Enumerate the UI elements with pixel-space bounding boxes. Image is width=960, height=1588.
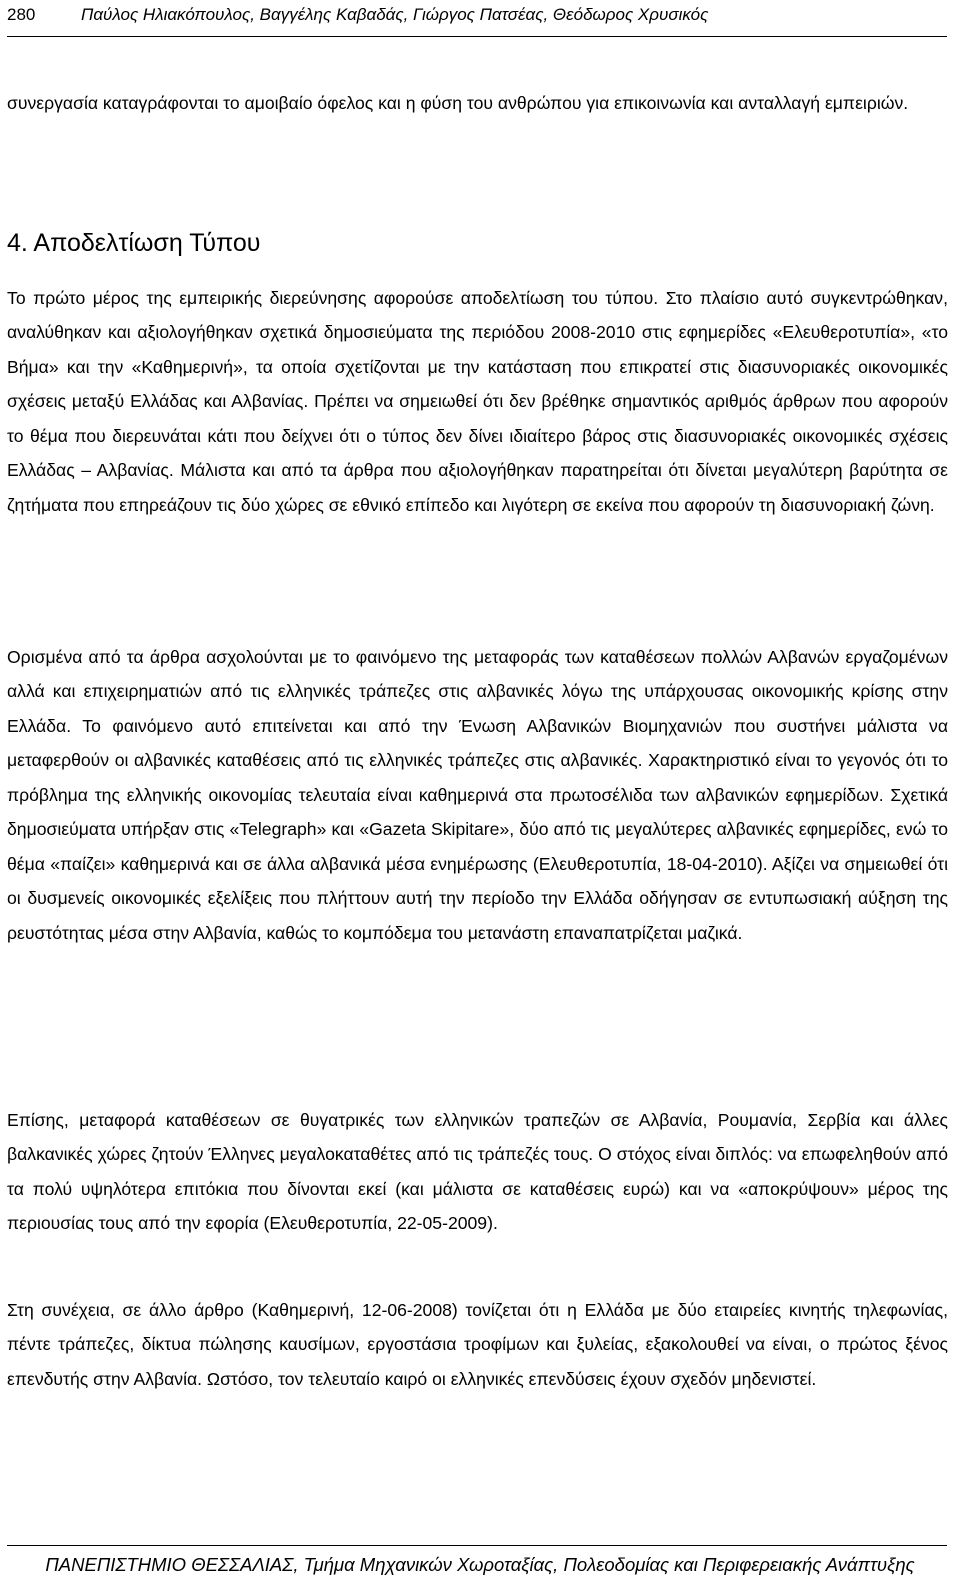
footer-rule xyxy=(7,1545,947,1546)
footer-institution: ΠΑΝΕΠΙΣΤΗΜΙΟ ΘΕΣΣΑΛΙΑΣ, Τμήμα Μηχανικών Χωροταξίας, Πολεοδομίας και Περιφερειακής Ανάπτυξης xyxy=(45,1554,915,1575)
authors-line: Παύλος Ηλιακόπουλος, Βαγγέλης Καβαδάς, Γιώργος Πατσέας, Θεόδωρος Χρυσικός xyxy=(81,5,709,24)
section-heading: 4. Αποδελτίωση Τύπου xyxy=(7,229,261,257)
paragraph-4: Στη συνέχεια, σε άλλο άρθρο (Καθημερινή, 12-06-2008) τονίζεται ότι η Ελλάδα με δύο εταιρείες κινητής τηλεφωνίας, πέντε τράπεζες, δίκτυα πώλησης καυσίμων, εργοστάσια τροφίμων και ξυλείας, εξακολουθεί να είναι, ο πρώτος ξένος επενδυτής στην Αλβανία. Ωστόσο, τον τελευταίο καιρό οι ελληνικές επενδύσεις έχουν σχεδόν μηδενιστεί. xyxy=(7,1300,948,1389)
header-rule xyxy=(7,36,947,37)
intro-paragraph: συνεργασία καταγράφονται το αμοιβαίο όφελος και η φύση του ανθρώπου για επικοινωνία και ανταλλαγή εμπειριών. xyxy=(7,93,909,113)
paragraph-3: Επίσης, μεταφορά καταθέσεων σε θυγατρικές των ελληνικών τραπεζών σε Αλβανία, Ρουμανία, Σερβία και άλλες βαλκανικές χώρες ζητούν Έλληνες μεγαλοκαταθέτες από τις τράπεζές τους. Ο στόχος είναι διπλός: να επωφεληθούν από τα πολύ υψηλότερα επιτόκια που δίνονται εκεί (και μάλιστα σε καταθέσεις ευρώ) και να «αποκρύψουν» μέρος της περιουσίας τους από την εφορία (Ελευθεροτυπία, 22-05-2009). xyxy=(7,1110,948,1234)
page-number: 280 xyxy=(7,5,36,24)
paragraph-1: Το πρώτο μέρος της εμπειρικής διερεύνησης αφορούσε αποδελτίωση του τύπου. Στο πλαίσιο αυτό συγκεντρώθηκαν, αναλύθηκαν και αξιολογήθηκαν σχετικά δημοσιεύματα της περιόδου 2008-2010 στις εφημερίδες «Ελευθεροτυπία», «το Βήμα» και την «Καθημερινή», τα οποία σχετίζονται με την κατάσταση που επικρατεί στις διασυνοριακές οικονομικές σχέσεις μεταξύ Ελλάδας και Αλβανίας. Πρέπει να σημειωθεί ότι δεν βρέθηκε σημαντικός αριθμός άρθρων που αφορούν το θέμα που διερευνάται κάτι που δείχνει ότι ο τύπος δεν δίνει ιδιαίτερο βάρος στις διασυνοριακές οικονομικές σχέσεις Ελλάδας – Αλβανίας. Μάλιστα και από τα άρθρα που αξιολογήθηκαν παρατηρείται ότι δίνεται μεγαλύτερη βαρύτητα σε ζητήματα που επηρεάζουν τις δύο χώρες σε εθνικό επίπεδο και λιγότερη σε εκείνα που αφορούν τη διασυνοριακή ζώνη. xyxy=(7,288,948,515)
paragraph-2: Ορισμένα από τα άρθρα ασχολούνται με το φαινόμενο της μεταφοράς των καταθέσεων πολλών Αλβανών εργαζομένων αλλά και επιχειρηματιών από τις ελληνικές τράπεζες στις αλβανικές λόγω της υπάρχουσας οικονομικής κρίσης στην Ελλάδα. Το φαινόμενο αυτό επιτείνεται και από την Ένωση Αλβανικών Βιομηχανιών που συστήνει μάλιστα να μεταφερθούν οι αλβανικές καταθέσεις από τις ελληνικές τράπεζες στις αλβανικές. Χαρακτηριστικό είναι το γεγονός ότι το πρόβλημα της ελληνικής οικονομίας τελευταία είναι καθημερινά στα πρωτοσέλιδα των αλβανικών εφημερίδων. Σχετικά δημοσιεύματα υπήρξαν στις «Telegraph» και «Gazeta Skipitare», δύο από τις μεγαλύτερες αλβανικές εφημερίδες, ενώ το θέμα «παίζει» καθημερινά και σε άλλα αλβανικά μέσα ενημέρωσης (Ελευθεροτυπία, 18-04-2010). Αξίζει να σημειωθεί ότι οι δυσμενείς οικονομικές εξελίξεις που πλήττουν αυτή την περίοδο την Ελλάδα οδήγησαν σε εντυπωσιακή αύξηση της ρευστότητας μέσα στην Αλβανία, καθώς το κομπόδεμα του μετανάστη επαναπατρίζεται μαζικά. xyxy=(7,647,948,943)
running-header xyxy=(7,2,947,28)
